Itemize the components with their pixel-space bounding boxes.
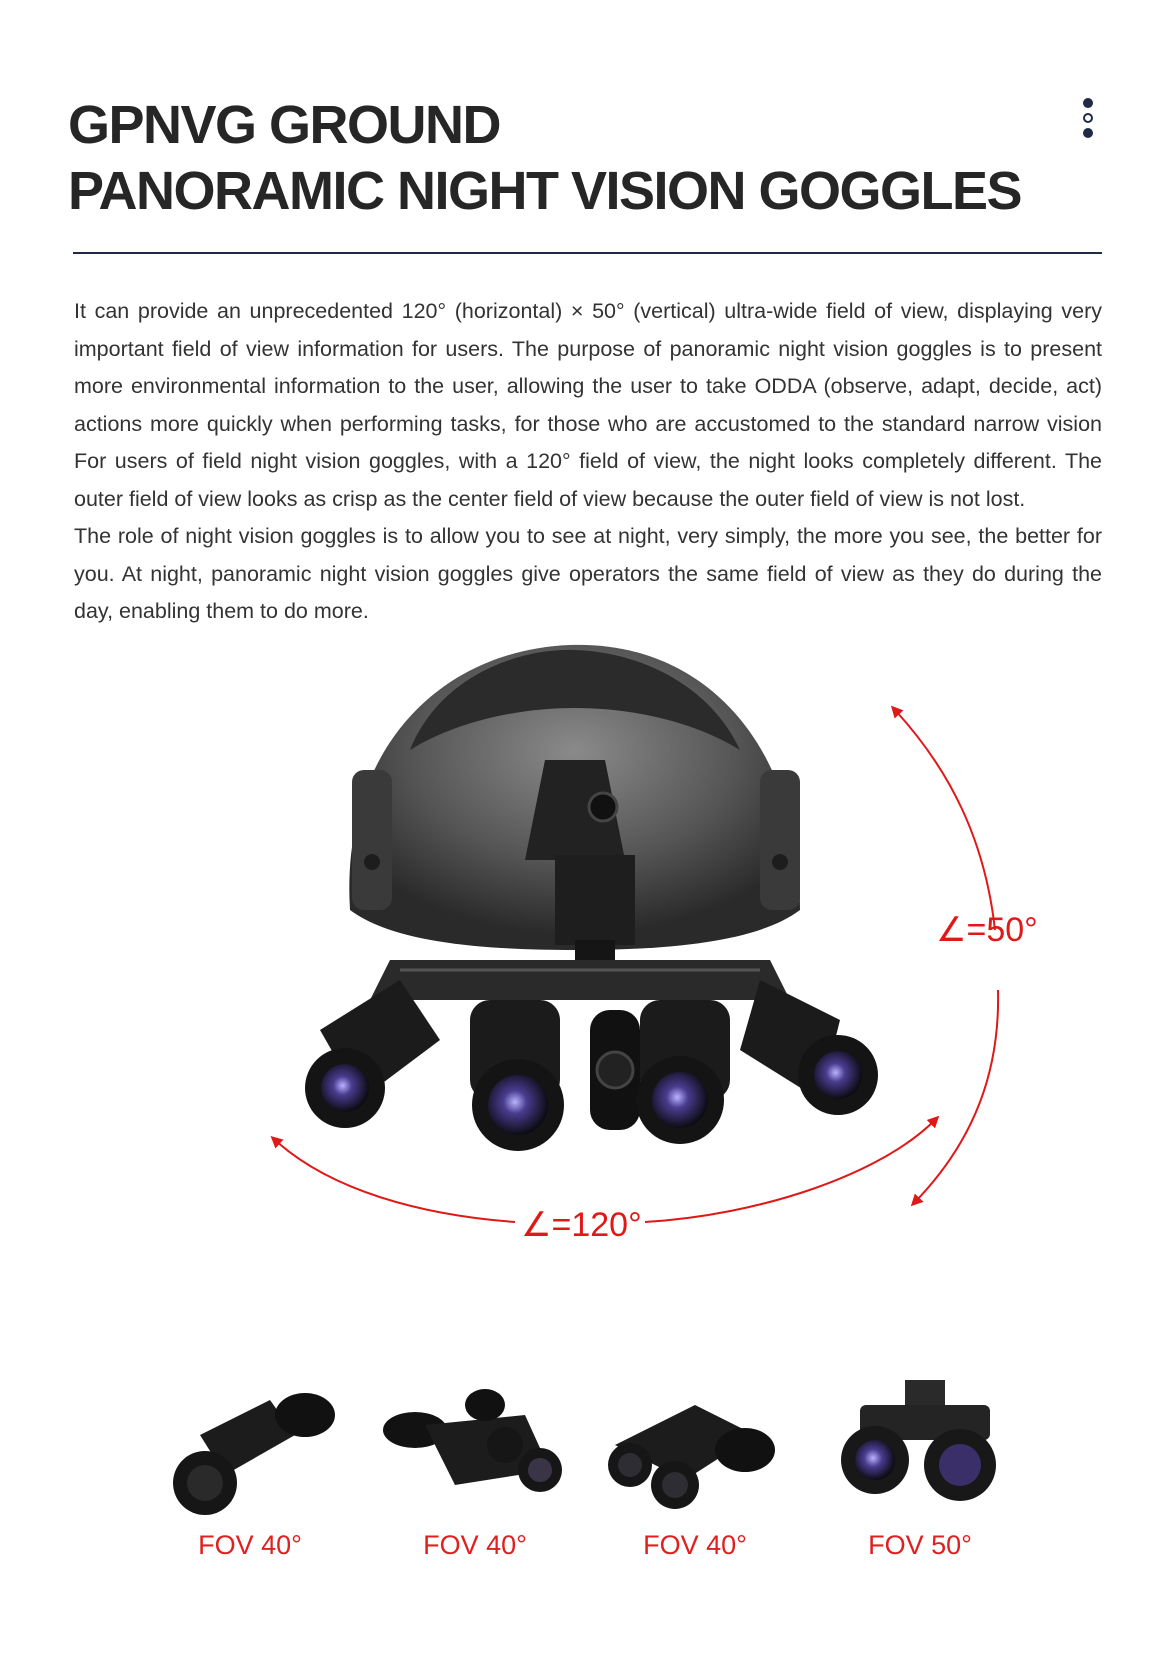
helmet-rail-left <box>352 770 392 910</box>
goggle-bridge <box>370 960 790 1000</box>
vertical-fov-arc-upper <box>895 710 995 930</box>
page-dot-2[interactable] <box>1083 113 1093 123</box>
horizontal-fov-arc-left <box>275 1140 515 1222</box>
goggle-tube-outer-right <box>740 980 878 1115</box>
title-line-1: GPNVG GROUND <box>68 95 501 155</box>
product-fov-label: FOV 40° <box>198 1530 302 1560</box>
hero-image <box>0 630 1174 1330</box>
binocular-icon <box>375 1375 575 1525</box>
product-dual-tube[interactable] <box>820 1375 1020 1575</box>
title-divider <box>73 252 1102 254</box>
product-monocular[interactable] <box>150 1375 350 1575</box>
binocular-icon <box>595 1375 795 1525</box>
helmet-rail-right <box>760 770 800 910</box>
page-indicator[interactable] <box>1083 98 1095 143</box>
title-line-2: PANORAMIC NIGHT VISION GOGGLES <box>68 161 1022 221</box>
description <box>74 293 1102 631</box>
dual-tube-icon <box>820 1375 1020 1525</box>
goggle-tube-inner-left <box>470 1000 564 1151</box>
vertical-angle-label: ∠=50° <box>936 911 1038 949</box>
mount-arm <box>555 855 635 945</box>
page-dot-1[interactable] <box>1083 98 1093 108</box>
product-fov-label: FOV 50° <box>868 1530 972 1560</box>
product-binocular-a[interactable] <box>375 1375 575 1575</box>
page-title <box>68 92 1021 224</box>
goggle-tube-inner-right <box>636 1000 730 1144</box>
page-dot-3[interactable] <box>1083 128 1093 138</box>
monocular-icon <box>150 1375 350 1525</box>
product-row <box>0 1375 1174 1575</box>
description-paragraph-2: The role of night vision goggles is to allow you to see at night, very simply, the more you see, the better for you. At night, panoramic night vision goggles give operators the same field of view as they do during the day, enabling them to do more. <box>74 524 1102 623</box>
product-fov-label: FOV 40° <box>643 1530 747 1560</box>
vertical-fov-arc-lower <box>915 990 998 1202</box>
product-fov-label: FOV 40° <box>423 1530 527 1560</box>
goggle-tube-outer-left <box>305 980 440 1128</box>
center-sensor <box>590 1010 640 1130</box>
horizontal-angle-label: ∠=120° <box>521 1206 642 1244</box>
description-paragraph-1: It can provide an unprecedented 120° (horizontal) × 50° (vertical) ultra-wide field of view, displaying very important field of view information for users. The purpose of panoramic night vision goggles is to present more environmental information to the user, allowing the user to take ODDA (observe, adapt, decide, act) actions more quickly when performing tasks, for those who are accustomed to the standard narrow vision For users of field night vision goggles, with a 120° field of view, the night looks completely different. The outer field of view looks as crisp as the center field of view because the outer field of view is not lost. <box>74 299 1102 511</box>
product-binocular-b[interactable] <box>595 1375 795 1575</box>
